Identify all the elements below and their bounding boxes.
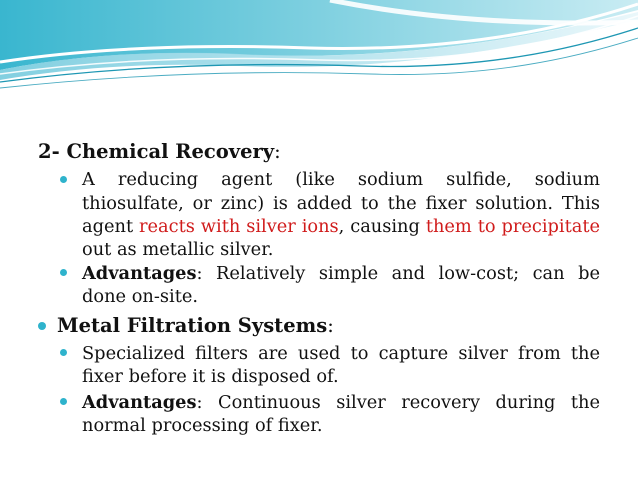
text-span: : Relatively simple and low-cost; can be (196, 263, 600, 284)
advantages-label: Advantages (82, 392, 197, 413)
filter-point-2-line-2 (82, 417, 323, 435)
chem-point-1-line-2 (82, 195, 600, 213)
bullet-icon (38, 322, 46, 330)
filter-point-2-line-1 (82, 394, 600, 412)
bullet-icon (60, 349, 67, 356)
bullet-icon (60, 176, 67, 183)
heading-suffix: : (274, 140, 281, 163)
bullet-icon (60, 398, 67, 405)
emphasis-text: them to precipitate (425, 216, 601, 237)
text-span: out as metallic silver. (82, 239, 274, 260)
chem-point-1-line-4 (82, 241, 273, 259)
text-span: A reducing agent (like sodium sulfide, sodium (82, 169, 600, 190)
text-span: done on-site. (82, 286, 199, 307)
filter-point-1-line-1 (82, 345, 600, 363)
filter-point-1-line-2 (82, 368, 339, 386)
chem-point-1-line-3 (82, 218, 600, 236)
filtration-bold-text: Metal Filtration Systems (57, 314, 328, 337)
bullet-icon (60, 269, 67, 276)
advantages-label: Advantages (82, 263, 197, 284)
emphasis-text: reacts with silver ions (139, 216, 339, 237)
chem-point-2-line-2 (82, 288, 198, 306)
filtration-suffix: : (327, 314, 334, 337)
filtration-heading (57, 316, 334, 336)
text-span: , causing (338, 216, 426, 237)
section-heading (38, 142, 281, 162)
text-span: normal processing of fixer. (82, 415, 323, 436)
chem-point-1-line-1 (82, 171, 600, 189)
text-span: thiosulfate, or zinc) is added to the fixer solution. This (82, 193, 600, 214)
text-span: agent (82, 216, 140, 237)
text-span: : Continuous silver recovery during the (196, 392, 600, 413)
text-span: Specialized filters are used to capture silver from the (82, 343, 600, 364)
heading-bold-text: 2- Chemical Recovery (38, 140, 275, 163)
chem-point-2-line-1 (82, 265, 600, 283)
text-span: fixer before it is disposed of. (82, 366, 339, 387)
